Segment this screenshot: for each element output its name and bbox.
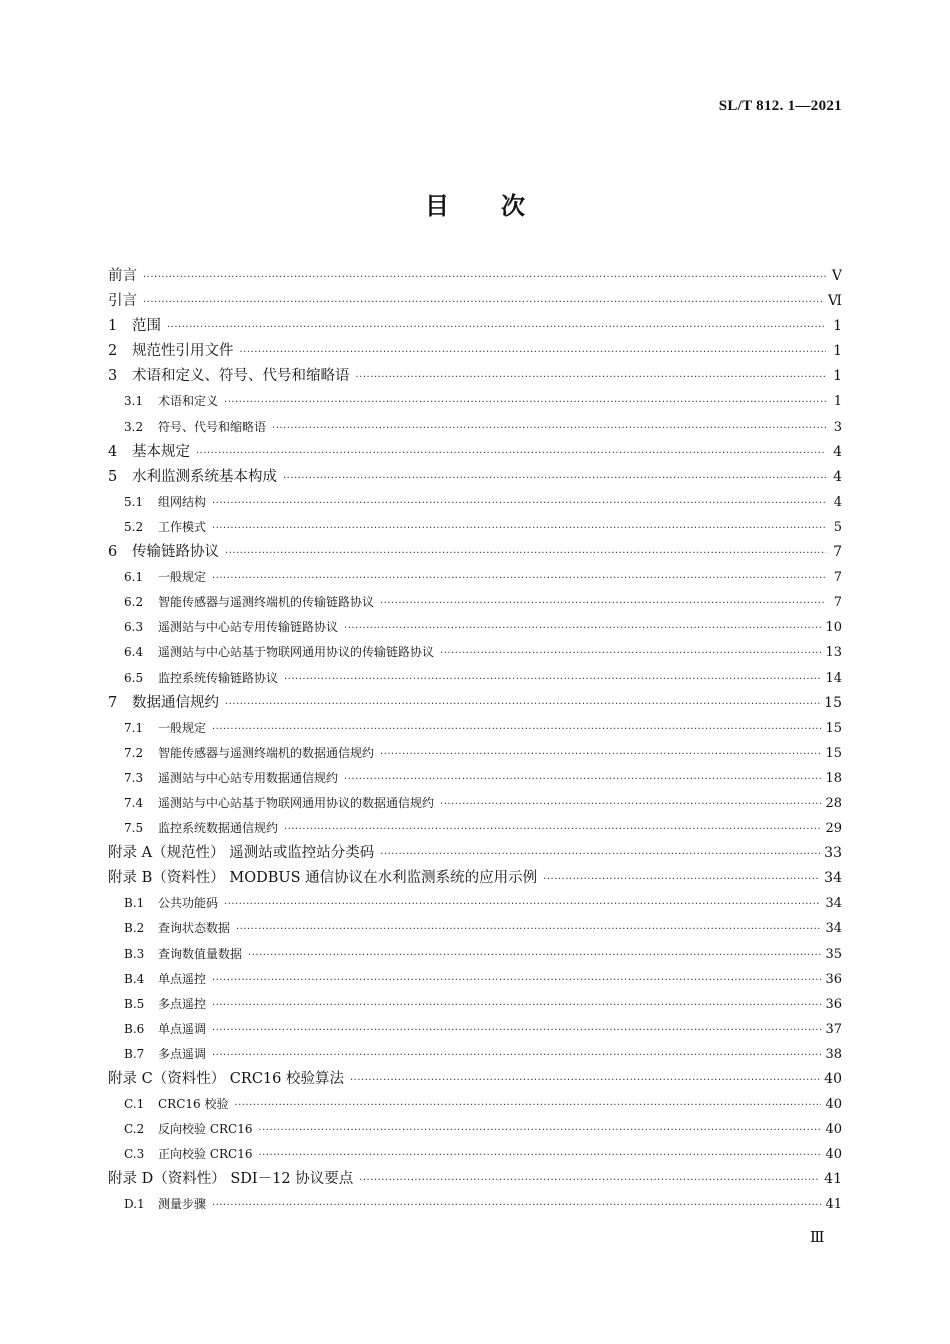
toc-entry-number: B.6: [124, 1021, 145, 1036]
toc-entry-title: 传输链路协议: [132, 544, 219, 561]
toc-entry-title: 智能传感器与遥测终端机的数据通信规约: [158, 745, 375, 760]
toc-leader-dots: [350, 1068, 820, 1092]
toc-leader-dots: [359, 1168, 820, 1192]
toc-entry-number: D.1: [124, 1197, 145, 1212]
toc-leader-dots: [143, 290, 824, 314]
toc-entry-title: 测量步骤: [158, 1197, 207, 1212]
toc-leader-dots: [236, 917, 821, 941]
toc-entry-number: 2: [108, 343, 118, 360]
toc-entry-page: 3: [833, 419, 842, 435]
toc-entry[interactable]: [108, 389, 842, 414]
toc-leader-dots: [440, 641, 821, 665]
toc-leader-dots: [543, 867, 820, 891]
toc-entry-page: 34: [824, 870, 842, 887]
toc-entry-title: 监控系统传输链路协议: [158, 670, 279, 685]
toc-leader-dots: [196, 441, 826, 465]
toc-entry[interactable]: [108, 415, 842, 440]
toc-entry-title: 遥测站与中心站专用数据通信规约: [158, 770, 339, 785]
toc-entry-title: 规范性引用文件: [132, 343, 234, 360]
toc-entry-page: 4: [833, 468, 842, 485]
toc-entry-page: 36: [825, 971, 842, 987]
toc-leader-dots: [272, 416, 826, 440]
toc-leader-dots: [380, 591, 826, 615]
toc-entry-title: 多点遥调: [158, 1046, 207, 1061]
toc-entry-title: 单点遥控: [158, 971, 207, 986]
toc-entry[interactable]: [108, 465, 842, 490]
toc-entry-title: 一般规定: [158, 720, 207, 735]
toc-entry-number: 6.1: [124, 570, 144, 585]
toc-entry[interactable]: [108, 791, 842, 816]
toc-entry-page: 40: [825, 1122, 842, 1138]
toc-entry-number: 6.4: [124, 645, 144, 660]
toc-entry-number: 4: [108, 443, 118, 460]
toc-entry-title: 监控系统数据通信规约: [158, 821, 279, 836]
toc-leader-dots: [212, 491, 826, 515]
toc-entry[interactable]: [108, 891, 842, 916]
toc-entry-page: 37: [825, 1021, 842, 1037]
toc-entry[interactable]: [108, 992, 842, 1017]
toc-entry-page: 33: [824, 845, 842, 862]
toc-leader-dots: [380, 742, 821, 766]
toc-entry-title: 水利监测系统基本构成: [132, 468, 277, 485]
toc-leader-dots: [344, 767, 821, 791]
toc-leader-dots: [380, 842, 820, 866]
toc-entry[interactable]: [108, 490, 842, 515]
standard-code: SL/T 812. 1—2021: [718, 98, 842, 114]
toc-entry-page: Ⅴ: [831, 268, 842, 284]
toc-entry-number: 3.2: [124, 419, 144, 434]
toc-entry-page: 4: [833, 443, 842, 460]
toc-entry-page: 1: [833, 394, 842, 410]
toc-leader-dots: [212, 1043, 821, 1067]
toc-entry-number: 7.3: [124, 770, 144, 785]
toc-entry-number: 5: [108, 468, 118, 485]
toc-entry-title: 基本规定: [132, 443, 190, 460]
toc-entry-number: B.3: [124, 946, 145, 961]
toc-entry[interactable]: [108, 289, 842, 314]
toc-entry-page: 38: [825, 1046, 842, 1062]
toc-entry-page: 40: [824, 1071, 842, 1087]
toc-leader-dots: [167, 315, 826, 339]
toc-entry-page: 1: [833, 343, 842, 360]
toc-entry-number: 7.4: [124, 795, 144, 810]
toc-entry-number: 6: [108, 544, 118, 561]
toc-entry[interactable]: [108, 866, 842, 891]
toc-entry[interactable]: [108, 1017, 842, 1042]
toc-entry-page: 15: [824, 694, 842, 711]
toc-entry[interactable]: [108, 565, 842, 590]
toc-leader-dots: [248, 943, 821, 967]
toc-entry-page: 13: [825, 645, 842, 661]
toc-leader-dots: [258, 1118, 821, 1142]
toc-entry-page: 7: [833, 544, 842, 561]
toc-entry-number: 7: [108, 694, 118, 711]
toc-entry-number: C.1: [124, 1097, 145, 1112]
toc-entry-page: 29: [825, 821, 842, 837]
toc-entry-number: 6.5: [124, 670, 144, 685]
toc-entry-page: 35: [825, 946, 842, 962]
page-number: Ⅲ: [810, 1228, 825, 1246]
toc-entry-title: 符号、代号和缩略语: [158, 419, 267, 434]
toc-entry-number: 7.5: [124, 821, 144, 836]
toc-leader-dots: [283, 466, 826, 490]
toc-entry-title: 正向校验 CRC16: [158, 1147, 253, 1162]
toc-leader-dots: [344, 616, 821, 640]
toc-entry-page: 1: [833, 368, 842, 385]
toc-entry-page: 15: [825, 745, 842, 761]
toc-entry-number: 3: [108, 368, 118, 385]
toc-entry-page: 34: [825, 896, 842, 912]
toc-leader-dots: [284, 817, 821, 841]
toc-entry-number: 1: [108, 318, 118, 335]
toc-entry-page: 40: [825, 1097, 842, 1113]
toc-entry-page: 7: [833, 595, 842, 611]
toc-entry[interactable]: [108, 1167, 842, 1192]
toc-entry[interactable]: [108, 916, 842, 941]
toc-entry-number: 7.2: [124, 745, 144, 760]
toc-leader-dots: [225, 541, 826, 565]
toc-entry-number: 7.1: [124, 720, 144, 735]
toc-entry-title: 遥测站与中心站基于物联网通用协议的传输链路协议: [158, 645, 435, 660]
toc-entry-title: 查询数值量数据: [158, 946, 243, 961]
toc-entry-page: 41: [824, 1171, 842, 1188]
toc-entry-page: 10: [825, 620, 842, 636]
toc-leader-dots: [212, 968, 821, 992]
toc-leader-dots: [224, 892, 821, 916]
toc-entry[interactable]: [108, 515, 842, 540]
toc-entry[interactable]: [108, 741, 842, 766]
toc-entry-number: C.3: [124, 1147, 145, 1162]
toc-entry-title: 组网结构: [158, 494, 207, 509]
toc-entry[interactable]: [108, 691, 842, 716]
toc-entry-title: 遥测站与中心站专用传输链路协议: [158, 620, 339, 635]
toc-entry-page: 18: [825, 770, 842, 786]
toc-entry-page: 4: [833, 494, 842, 510]
toc-leader-dots: [284, 667, 821, 691]
toc-leader-dots: [258, 1143, 821, 1167]
toc-leader-dots: [240, 340, 827, 364]
toc-entry-title: 查询状态数据: [158, 921, 231, 936]
toc-entry-title: 多点遥控: [158, 996, 207, 1011]
toc-entry[interactable]: [108, 766, 842, 791]
toc-entry-title: 单点遥调: [158, 1021, 207, 1036]
toc-leader-dots: [356, 365, 827, 389]
toc-entry-page: 28: [825, 795, 842, 811]
toc-entry-number: 5.2: [124, 519, 144, 534]
toc-entry-number: 6.3: [124, 620, 144, 635]
toc-entry-title: 附录 B（资料性） MODBUS 通信协议在水利监测系统的应用示例: [108, 870, 538, 887]
toc-entry-page: 5: [833, 519, 842, 535]
title-char-2: 次: [501, 191, 525, 220]
toc-entry[interactable]: [108, 716, 842, 741]
toc-entry-page: 15: [825, 720, 842, 736]
toc-leader-dots: [212, 993, 821, 1017]
toc-entry[interactable]: [108, 1067, 842, 1092]
table-of-contents: [108, 264, 842, 1218]
toc-entry-title: 附录 C（资料性） CRC16 校验算法: [108, 1071, 344, 1087]
toc-entry[interactable]: [108, 264, 842, 289]
toc-entry-title: 附录 D（资料性） SDI－12 协议要点: [108, 1171, 354, 1188]
toc-leader-dots: [212, 717, 821, 741]
toc-entry-title: 术语和定义: [158, 394, 219, 409]
toc-entry-page: 41: [825, 1197, 842, 1213]
toc-leader-dots: [440, 792, 821, 816]
toc-leader-dots: [143, 265, 826, 289]
toc-entry[interactable]: [108, 314, 842, 339]
toc-entry-page: 36: [825, 996, 842, 1012]
toc-entry[interactable]: [108, 1092, 842, 1117]
toc-entry[interactable]: [108, 967, 842, 992]
toc-entry[interactable]: [108, 440, 842, 465]
toc-entry-title: 一般规定: [158, 570, 207, 585]
toc-entry-page: Ⅵ: [827, 293, 842, 310]
toc-entry[interactable]: [108, 1142, 842, 1167]
toc-entry-title: 遥测站与中心站基于物联网通用协议的数据通信规约: [158, 795, 435, 810]
toc-entry-number: B.5: [124, 996, 145, 1011]
toc-leader-dots: [225, 692, 820, 716]
toc-leader-dots: [212, 1193, 821, 1217]
toc-entry-title: 工作模式: [158, 519, 207, 534]
toc-entry-number: B.7: [124, 1046, 145, 1061]
title-char-1: 目: [425, 191, 449, 220]
toc-entry-title: 范围: [132, 318, 161, 335]
page-title: [0, 186, 950, 221]
toc-leader-dots: [212, 566, 826, 590]
toc-leader-dots: [212, 1018, 821, 1042]
toc-entry[interactable]: [108, 942, 842, 967]
toc-leader-dots: [234, 1093, 821, 1117]
toc-entry[interactable]: [108, 364, 842, 389]
toc-entry-title: 智能传感器与遥测终端机的传输链路协议: [158, 595, 375, 610]
toc-entry-page: 14: [825, 670, 842, 686]
toc-entry-title: 数据通信规约: [132, 694, 219, 711]
toc-entry-page: 34: [825, 921, 842, 937]
toc-entry-title: 附录 A（规范性） 遥测站或监控站分类码: [108, 845, 375, 862]
toc-entry-title: CRC16 校验: [158, 1097, 229, 1112]
toc-leader-dots: [224, 390, 826, 414]
toc-entry[interactable]: [108, 1192, 842, 1217]
toc-entry-number: B.4: [124, 971, 145, 986]
toc-entry-number: 3.1: [124, 394, 144, 409]
toc-entry[interactable]: [108, 540, 842, 565]
toc-entry-number: 5.1: [124, 494, 144, 509]
toc-entry[interactable]: [108, 1117, 842, 1142]
toc-entry[interactable]: [108, 615, 842, 640]
toc-entry-page: 40: [825, 1147, 842, 1163]
toc-entry-number: C.2: [124, 1122, 145, 1137]
toc-entry[interactable]: [108, 816, 842, 841]
toc-entry-page: 7: [833, 570, 842, 586]
toc-entry[interactable]: [108, 339, 842, 364]
toc-entry-title: 引言: [108, 293, 137, 310]
toc-entry-title: 前言: [108, 268, 137, 284]
toc-entry[interactable]: [108, 640, 842, 665]
toc-entry[interactable]: [108, 590, 842, 615]
toc-entry-title: 反向校验 CRC16: [158, 1122, 253, 1137]
toc-entry[interactable]: [108, 841, 842, 866]
toc-leader-dots: [212, 516, 826, 540]
toc-entry[interactable]: [108, 1042, 842, 1067]
toc-entry-page: 1: [833, 318, 842, 335]
toc-entry[interactable]: [108, 666, 842, 691]
toc-entry-number: B.1: [124, 896, 145, 911]
toc-entry-title: 公共功能码: [158, 896, 219, 911]
toc-entry-title: 术语和定义、符号、代号和缩略语: [132, 368, 350, 385]
toc-entry-number: B.2: [124, 921, 145, 936]
toc-entry-number: 6.2: [124, 595, 144, 610]
